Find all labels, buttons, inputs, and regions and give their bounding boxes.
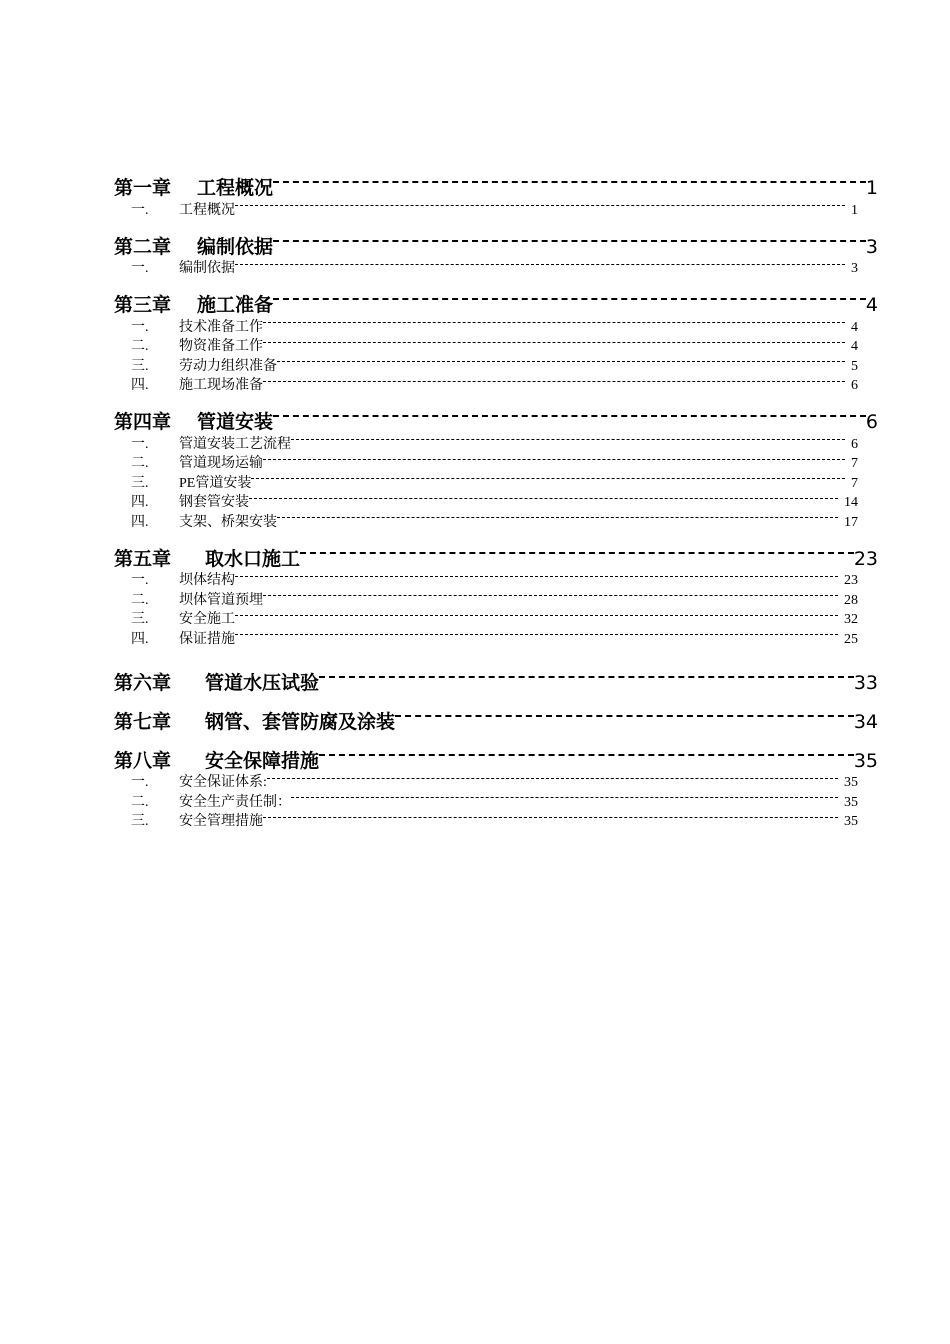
dot-leader	[263, 331, 845, 351]
dot-leader	[277, 506, 838, 526]
section-number: 二.	[131, 592, 149, 608]
section-number: 一.	[131, 436, 149, 452]
section-number: 三.	[131, 612, 149, 627]
chapter-title: 施工准备	[197, 294, 274, 316]
section-page-number: 35	[844, 794, 858, 810]
section-title: 坝体结构	[179, 573, 235, 588]
dot-leader	[273, 168, 866, 194]
dot-leader	[251, 467, 845, 487]
section-page-number: 14	[844, 495, 858, 510]
section-page-number: 7	[851, 456, 858, 471]
section-number: 四.	[131, 514, 149, 530]
section-title: 工程概况	[179, 202, 235, 218]
section-title: 安全保证体系:	[179, 775, 267, 790]
section-number: 一.	[131, 202, 149, 218]
section-page-number: 32	[844, 612, 858, 627]
section-number: 一.	[131, 261, 149, 276]
section-page-number: 4	[851, 339, 858, 354]
section-title: 安全管理措施	[179, 814, 263, 829]
chapter-page-number: 23	[853, 547, 878, 570]
chapter-title: 管道安装	[197, 411, 274, 433]
dot-leader	[263, 806, 838, 826]
section-number: 一.	[131, 319, 149, 335]
chapter-page-number: 35	[853, 749, 878, 772]
section-page-number: 17	[844, 514, 858, 530]
dot-leader	[319, 741, 854, 767]
dot-leader	[263, 311, 845, 331]
section-title: 技术准备工作	[179, 319, 263, 335]
toc-chapter-7[interactable]	[114, 702, 878, 733]
section-number: 二.	[131, 794, 149, 810]
toc-chapter-1[interactable]	[114, 168, 878, 199]
section-title: 施工现场准备	[179, 378, 263, 393]
toc-chapter-4[interactable]	[114, 402, 878, 433]
section-number: 一.	[131, 573, 149, 588]
section-number: 一.	[131, 775, 149, 790]
section-title: 管道现场运输	[179, 456, 263, 471]
dot-leader	[235, 194, 845, 214]
section-page-number: 23	[844, 573, 858, 588]
section-title: 管道安装工艺流程	[179, 436, 291, 452]
dot-leader	[273, 285, 866, 311]
table-of-contents	[114, 168, 878, 829]
chapter-number: 第八章	[114, 749, 172, 772]
toc-chapter-8[interactable]	[114, 741, 878, 772]
chapter-page-number: 6	[865, 411, 878, 433]
section-page-number: 35	[844, 814, 858, 829]
chapter-page-number: 3	[865, 235, 878, 258]
section-page-number: 5	[851, 358, 858, 374]
toc-chapter-2[interactable]	[114, 227, 878, 258]
section-number: 四.	[131, 495, 149, 510]
section-title: 安全生产责任制：	[179, 794, 291, 810]
section-page-number: 25	[844, 631, 858, 647]
section-number: 四.	[131, 378, 149, 393]
dot-leader	[235, 623, 838, 643]
section-number: 二.	[131, 456, 149, 471]
dot-leader	[273, 227, 866, 253]
chapter-title: 工程概况	[197, 177, 274, 199]
section-title: 物资准备工作	[179, 339, 263, 354]
dot-leader	[263, 370, 845, 390]
section-page-number: 4	[851, 319, 858, 335]
dot-leader	[263, 584, 838, 604]
section-page-number: 28	[844, 592, 858, 608]
section-page-number: 3	[851, 261, 858, 276]
section-title: 劳动力组织准备	[179, 358, 277, 374]
section-title: PE管道安装	[179, 475, 252, 491]
chapter-number: 第一章	[114, 177, 172, 199]
dot-leader	[235, 604, 838, 624]
chapter-title: 取水口施工	[205, 547, 301, 570]
section-number: 三.	[131, 475, 149, 491]
dot-leader	[267, 767, 838, 787]
dot-leader	[395, 702, 854, 728]
dot-leader	[235, 253, 845, 273]
section-page-number: 7	[851, 475, 858, 491]
toc-chapter-5[interactable]	[114, 539, 878, 570]
chapter-page-number: 4	[865, 294, 878, 316]
section-page-number: 1	[851, 202, 858, 218]
chapter-title: 管道水压试验	[205, 671, 320, 694]
section-number: 三.	[131, 358, 149, 374]
dot-leader	[291, 428, 845, 448]
section-page-number: 35	[844, 775, 858, 790]
section-title: 安全施工	[179, 612, 235, 627]
dot-leader	[300, 539, 854, 565]
chapter-number: 第三章	[114, 294, 172, 316]
section-number: 三.	[131, 814, 149, 829]
section-number: 四.	[131, 631, 149, 647]
section-title: 保证措施	[179, 631, 235, 647]
dot-leader	[277, 350, 845, 370]
section-title: 钢套管安装	[179, 495, 249, 510]
chapter-page-number: 33	[853, 671, 878, 694]
section-title: 支架、桥架安装	[179, 514, 277, 530]
chapter-number: 第六章	[114, 671, 172, 694]
section-title: 编制依据	[179, 261, 235, 276]
dot-leader	[273, 402, 866, 428]
chapter-number: 第七章	[114, 710, 172, 733]
dot-leader	[249, 487, 838, 507]
chapter-title: 安全保障措施	[205, 749, 320, 772]
toc-chapter-3[interactable]	[114, 285, 878, 316]
section-page-number: 6	[851, 436, 858, 452]
section-number: 二.	[131, 339, 149, 354]
chapter-number: 第五章	[114, 547, 172, 570]
dot-leader	[291, 786, 838, 806]
dot-leader	[319, 663, 854, 689]
chapter-title: 编制依据	[197, 235, 274, 258]
chapter-page-number: 1	[865, 177, 878, 199]
dot-leader	[263, 448, 845, 468]
toc-chapter-6[interactable]	[114, 663, 878, 694]
chapter-page-number: 34	[853, 710, 878, 733]
dot-leader	[235, 565, 838, 585]
section-title: 坝体管道预埋	[179, 592, 263, 608]
chapter-title: 钢管、套管防腐及涂装	[205, 710, 396, 733]
section-page-number: 6	[851, 378, 858, 393]
chapter-number: 第二章	[114, 235, 172, 258]
chapter-number: 第四章	[114, 411, 172, 433]
